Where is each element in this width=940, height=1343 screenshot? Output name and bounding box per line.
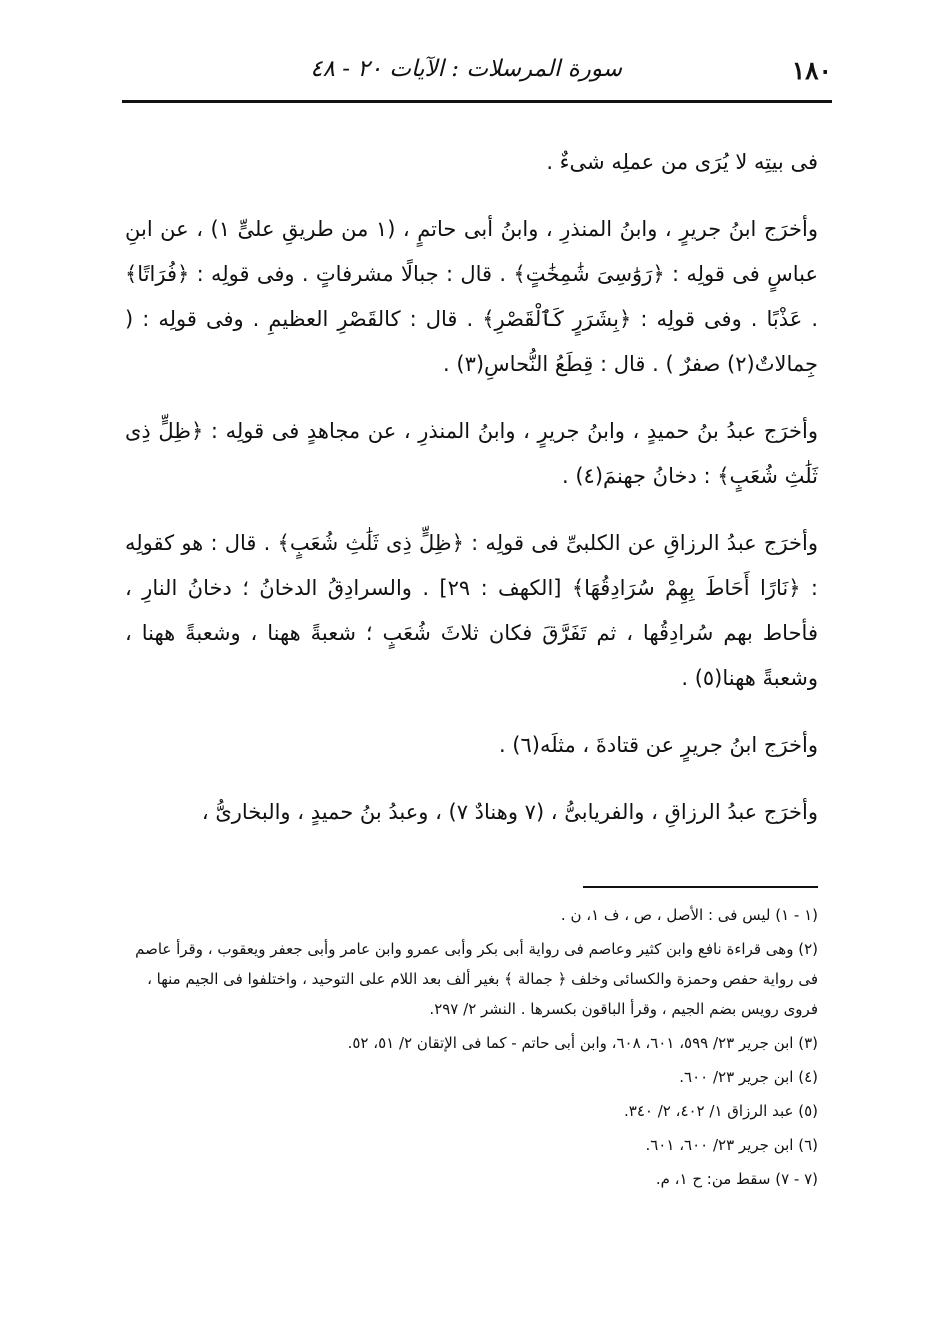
page-header: [122, 52, 832, 102]
footnote: (٦) ابن جرير ٢٣/ ٦٠٠، ٦٠١.: [645, 1136, 818, 1154]
footnotes: [125, 900, 818, 1198]
paragraph: وأخرَج ابنُ جريرٍ عن قتادةَ ، مثلَه(٦) .: [498, 733, 818, 757]
header-rule: [122, 100, 832, 103]
paragraph: وأخرَج عبدُ بنُ حميدٍ ، وابنُ جريرٍ ، وابنُ المنذرِ ، عن مجاهدٍ فى قولِه : ﴿ظِلٍّ ذِى ثَلَٰثِ شُعَبٍ﴾ : دخانُ جهنمَ(٤) .: [125, 419, 818, 488]
main-text: [125, 140, 818, 857]
running-title: سورة المرسلات : الآيات ٢٠ - ٤٨: [310, 56, 622, 82]
footnote-rule: [583, 886, 818, 888]
paragraph: وأخرَج ابنُ جريرٍ ، وابنُ المنذرِ ، وابنُ أبى حاتمٍ ، (١ من طريقِ علىٍّ ١) ، عن ابنِ عباسٍ فى قولِه : ﴿رَوَٰسِىَ شَٰمِخَٰتٍ﴾ . قال : جبالًا مشرفاتٍ . وفى قولِه : ﴿فُرَاتًا﴾ . عَذْبًا . وفى قولِه : ﴿بِشَرَرٍ كَٱلْقَصْرِ﴾ . قال : كالقَصْرِ العظيمِ . وفى قولِه : ( جِمالاتٌ(٢) صفرٌ ) . قال : قِطَعُ النُّحاسِ(٣) .: [125, 217, 818, 376]
footnote: (٥) عبد الرزاق ١/ ٤٠٢، ٢/ ٣٤٠.: [623, 1102, 818, 1120]
footnote: (٤) ابن جرير ٢٣/ ٦٠٠.: [679, 1068, 818, 1086]
paragraph: وأخرَج عبدُ الرزاقِ ، والفريابىُّ ، (٧ وهنادٌ ٧) ، وعبدُ بنُ حميدٍ ، والبخارىُّ ،: [201, 800, 818, 824]
footnote: (٧ - ٧) سقط من: ح ١، م.: [655, 1170, 818, 1188]
footnote: (٣) ابن جرير ٢٣/ ٥٩٩، ٦٠١، ٦٠٨، وابن أبى حاتم - كما فى الإتقان ٢/ ٥١، ٥٢.: [347, 1034, 818, 1052]
paragraph: وأخرَج عبدُ الرزاقِ عن الكلبىِّ فى قولِه : ﴿ظِلٍّ ذِى ثَلَٰثِ شُعَبٍ﴾ . قال : هو كقولِه : ﴿نَارًا أَحَاطَ بِهِمْ سُرَادِقُهَا﴾ [الكهف : ٢٩] . والسرادِقُ الدخانُ ؛ دخانُ النارِ ، فأحاط بهم سُرادِقُها ، ثم تَفَرَّقَ فكان ثلاثَ شُعَبٍ ؛ شعبةً ههنا ، وشعبةً ههنا ، وشعبةً ههنا(٥) .: [125, 531, 818, 690]
paragraph: فى بيتِه لا يُرَى من عملِه شىءٌ .: [546, 150, 818, 174]
page-number: ١٨٠: [791, 56, 832, 85]
footnote: (٢) وهى قراءة نافع وابن كثير وعاصم فى رواية أبى بكر وأبى عمرو وابن عامر وأبى جعفر ويعقوب ، وقرأ عاصم فى رواية حفص وحمزة والكسائى وخلف ﴿ جمالة ﴾ بغير ألف بعد اللام على التوحيد ، واختلفوا فى الجيم منها ، فروى رويس بضم الجيم ، وقرأ الباقون بكسرها . النشر ٢/ ٢٩٧.: [135, 940, 818, 1018]
footnote: (١ - ١) ليس فى : الأصل ، ص ، ف ١، ن .: [560, 906, 818, 924]
